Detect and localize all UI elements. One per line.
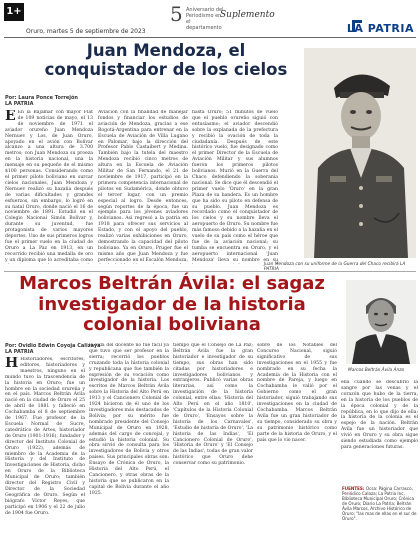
article2-source: LA PATRIA — [5, 349, 34, 355]
article2-author: Por: Ovidio Edwin Coyoja Calizaya — [5, 343, 101, 349]
article1-source: LA PATRIA — [5, 101, 34, 107]
article2-column-2: la vida del docente no fue fácil ya que tuvo que ser profesor en la sierra; recorrió los pueblos cruzando toda la historia colonial y republicana que fue también la expresión de su vocación como investigador de la historia. Los escritos de Marcos Beltrán Ávila sobre la Historia del Alto Perú en 1913 y el Cancionero Colonial de 1924 hicieron de él uno de los investigadores más destacados de Bolivia; por su mérito fue nombrado presidente del Consejo Municipal de Oruro en 1928, además del cargo de concejal, y estudió la historia colonial. Su obra sirvió de consulta para los investigadores de Bolivia y otros países. Sus principales obras son: Ensayo de Crónica de Oruro, la Historia del Alto Perú, el Cancionero, y otras obras de la historia que se publicaron en la capital de Bolivia durante el año 1925. — [89, 343, 169, 496]
dropcap: H — [5, 357, 19, 371]
marcos-beltran-portrait — [346, 280, 416, 364]
anniversary-number: 5 — [170, 2, 183, 26]
article2-column-3: tiempo que el Consejo de La Paz; Beltrán Ávila fue la gran historiador e investigador de su tiempo, sus obras han sido citadas por historiadores e investigadores bolivianos y extranjeros. Publicó varias obras literarias, así como la investigación de la historia colonial, entre ellas: 'Historia del Alto Perú en el año 1810', 'Capítulos de la Historia Colonial de Oruro', 'Ensayos sobre la historia de los Carnavales', 'Estudio de historia de Oruro', 'La historia de las Indias', 'El Cancionero Colonial de Oruro', 'Historia de Oruro' y 'El Consejo de las Indias', todas de gran valor histórico que Oruro debe conservar como su patrimonio. — [173, 343, 253, 467]
anniversary-subtitle: Aniversario del Periodismo en el departamento — [186, 7, 224, 31]
article2-column-5: ella cuando se descubrió la sangre por las venas y el corazón que hubo de la tierra, en la historia de los pueblos de la época colonial y de la república, en lo que dijo de ella: la historia de la colonia es el espejo de la nación. Beltrán Ávila fue un historiador que vivió en Oruro y su obra sigue siendo estudiada como ejemplo para generaciones futuras. — [341, 380, 418, 450]
article-separator — [4, 271, 416, 272]
article1-column-3: hasta Oruro; 51 minutos de vuelo que el pueblo orureño siguió con entusiasmo; el aviador descendió sobre la explanada de la prefectura y recibió la ovación de toda la ciudadanía. Después de este histórico vuelo, fue designado como el primer Director de la Escuela de Aviación Militar y sus alumnos fueron los primeros pilotos bolivianos. Murió en la Guerra del Chaco defendiendo la soberanía nacional. Se dice que él descendió el primer vuelo 'Oruro' en la gran Plaza de su bandera. Es un hombre que ha sido su piloto en defensa de su pueblo. Juan Mendoza es recordado como el conquistador de los cielos y su nombre lleva el aeropuerto de Oruro. Su nombre fue más famoso debido a la hazaña en el vuelo de su país como el héroe que fue de la aviación nacional; su tumba se encuentra en Oruro, y el aeropuerto internacional 'Juan Mendoza' lleva su nombre en su — [192, 110, 278, 263]
article2-headline: Marcos Beltrán Ávila: el sagaz investigador de la historia colonial boliviana — [19, 273, 325, 335]
photo2-caption: Marcos Beltrán Ávila Anzo — [348, 368, 405, 373]
issue-date: Oruro, martes 5 de septiembre de 2023 — [26, 28, 146, 35]
juan-mendoza-portrait — [304, 48, 416, 258]
photo1-caption: Juan Mendoza con su uniforme de la Guerra del Chaco recibirá LA PATRIA — [264, 262, 406, 272]
article1-headline: Juan Mendoza, el conquistador de los cielos — [44, 41, 288, 79]
portrait-photo-icon — [346, 280, 416, 364]
header-divider — [4, 37, 416, 38]
article1-column-2: Aviación con la finalidad de manejar fondos y financiar los estudios de aviación de Mendoza, gracias a ese Bogotá-Argentina para entrenar en la Escuela de Aviación de Villa Lugano en Palomar, bajo la dirección del Profesor Pablo Castaibert y Medina. También bajo la tutela del maestro Mendoza recibió cinco metros de altura en la Escuela de Aviación Militar de San Fernando, el 21 de noviembre de 1917, participó en la primera competencia internacional de pilotos en Sudamérica, donde obtuvo el tercer lugar, con un premio especial al logro. Desde entonces, según reportes de la época, fue un ejemplo para los jóvenes aviadores bolivianos. Así regresó a la patria en 1918 para ofrecer sus servicios al Estado, y con el apoyo del pueblo, realizó varias exhibiciones en Oruro, demostrando la capacidad del piloto boliviano. Ya en Oruro, Pruger fue el mismo año que Juan Mendoza y fue perfeccionado en el Escalón Mendoza, — [98, 110, 188, 263]
sources-text: Ocsa: Página Carrasco, Periódico Calaza; La Patria Inc, Biblioteca Municipal Oruro; Crónica de Oruro; Diario La Patria; Beltrán Ávila Marcos, Archivo Histórico de Oruro; "las mas de ellas en el sur de Oruro". — [342, 486, 417, 521]
article2-column-1: H Historiadores, escritores, editores, historiadores y maestros, ninguno en el mundo tuvo la trascendencia de la historia en Oruro; fue un hombre en la sociedad orureña y en el país. Marcos Beltrán Ávila nació en la ciudad de Oruro el 25 de abril de 1881 y falleció en Cochabamba el 8 de septiembre de 1967. Fue profesor de la Escuela Normal de Sucre, catedrático de Artes, historiador de Oruro (1901-1916), fundador y director del Instituto Colonial de Oruro (1922), además de miembro de la Academia de la Historia y del Instituto de Investigaciones de Historia, dicho en Oruro de la Biblioteca Municipal de Oruro; también director del Registro Civil y Director de la Sociedad Geográfica de Oruro. Según el biógrafo Víctor Reyes, que participó en 1906 y el 22 de julio de 1904 fue Oruro. — [5, 357, 85, 516]
sources-box — [342, 486, 418, 521]
supplement-name: Suplemento — [220, 10, 275, 20]
portrait-photo-icon — [304, 48, 416, 258]
section-badge: 1+ — [4, 3, 24, 21]
dropcap: E — [5, 110, 16, 124]
newspaper-logo: LA PATRIA — [346, 22, 414, 35]
article1-column-1: E En la Bajamar con mayor Flat de 109 noticias de mayo, el 13 de noviembre de 1971 el aviador orureño Juan Mendoza Nernuev y Los, de Juan Oruro, apoyado en el avión con Bolívar alcanzo a una altura de 3.700 metros; con Juan Mendoza su proeza en la historia nacional, una la mensaje en su pequeño de el mismo $100 personas. Considerando como el primer piloto boliviano en surcar cielos nacionales, Juan Mendoza y Nernuev realizó su hazaña después de varias dificultades y grandes esfuerzos, sin embargo, lo logró en su natal Oruro, donde nació el 16 de noviembre de 1891. Estudió en el Colegio Nacional Simón Bolívar y, durante su juventud, fue protagonista de varios mayores deportes. Uno de sus primeros logros fue el primer vuelo en la ciudad de Oruro a La Paz en 1913, en un recorrido recibió una medalla de oro y un diploma que lo acreditaba como — [5, 110, 93, 263]
article1-author: Por: Laura Ponce Torrejón — [5, 95, 78, 101]
article2-column-4: sobre de los Notables del Concurso Nacional, siguió significativo de sus investigaciones en el 1955 y fue nombrado en su fecha la Academia de la Historia con el nombre de Pareja, y luego en Cochabamba le valió por el Gobierno como el gran historiador, siguió trabajando sus investigaciones en la ciudad de Cochabamba. Marcos Beltrán Ávila fue un gran historiador de su tiempo, considerado su obra y su patrimonio histórico como parte de la historia de Oruro, y el país que lo vio nacer. — [257, 343, 337, 443]
sources-label: FUENTES: — [342, 486, 365, 491]
page-header — [0, 0, 420, 40]
article1-byline — [5, 95, 95, 107]
